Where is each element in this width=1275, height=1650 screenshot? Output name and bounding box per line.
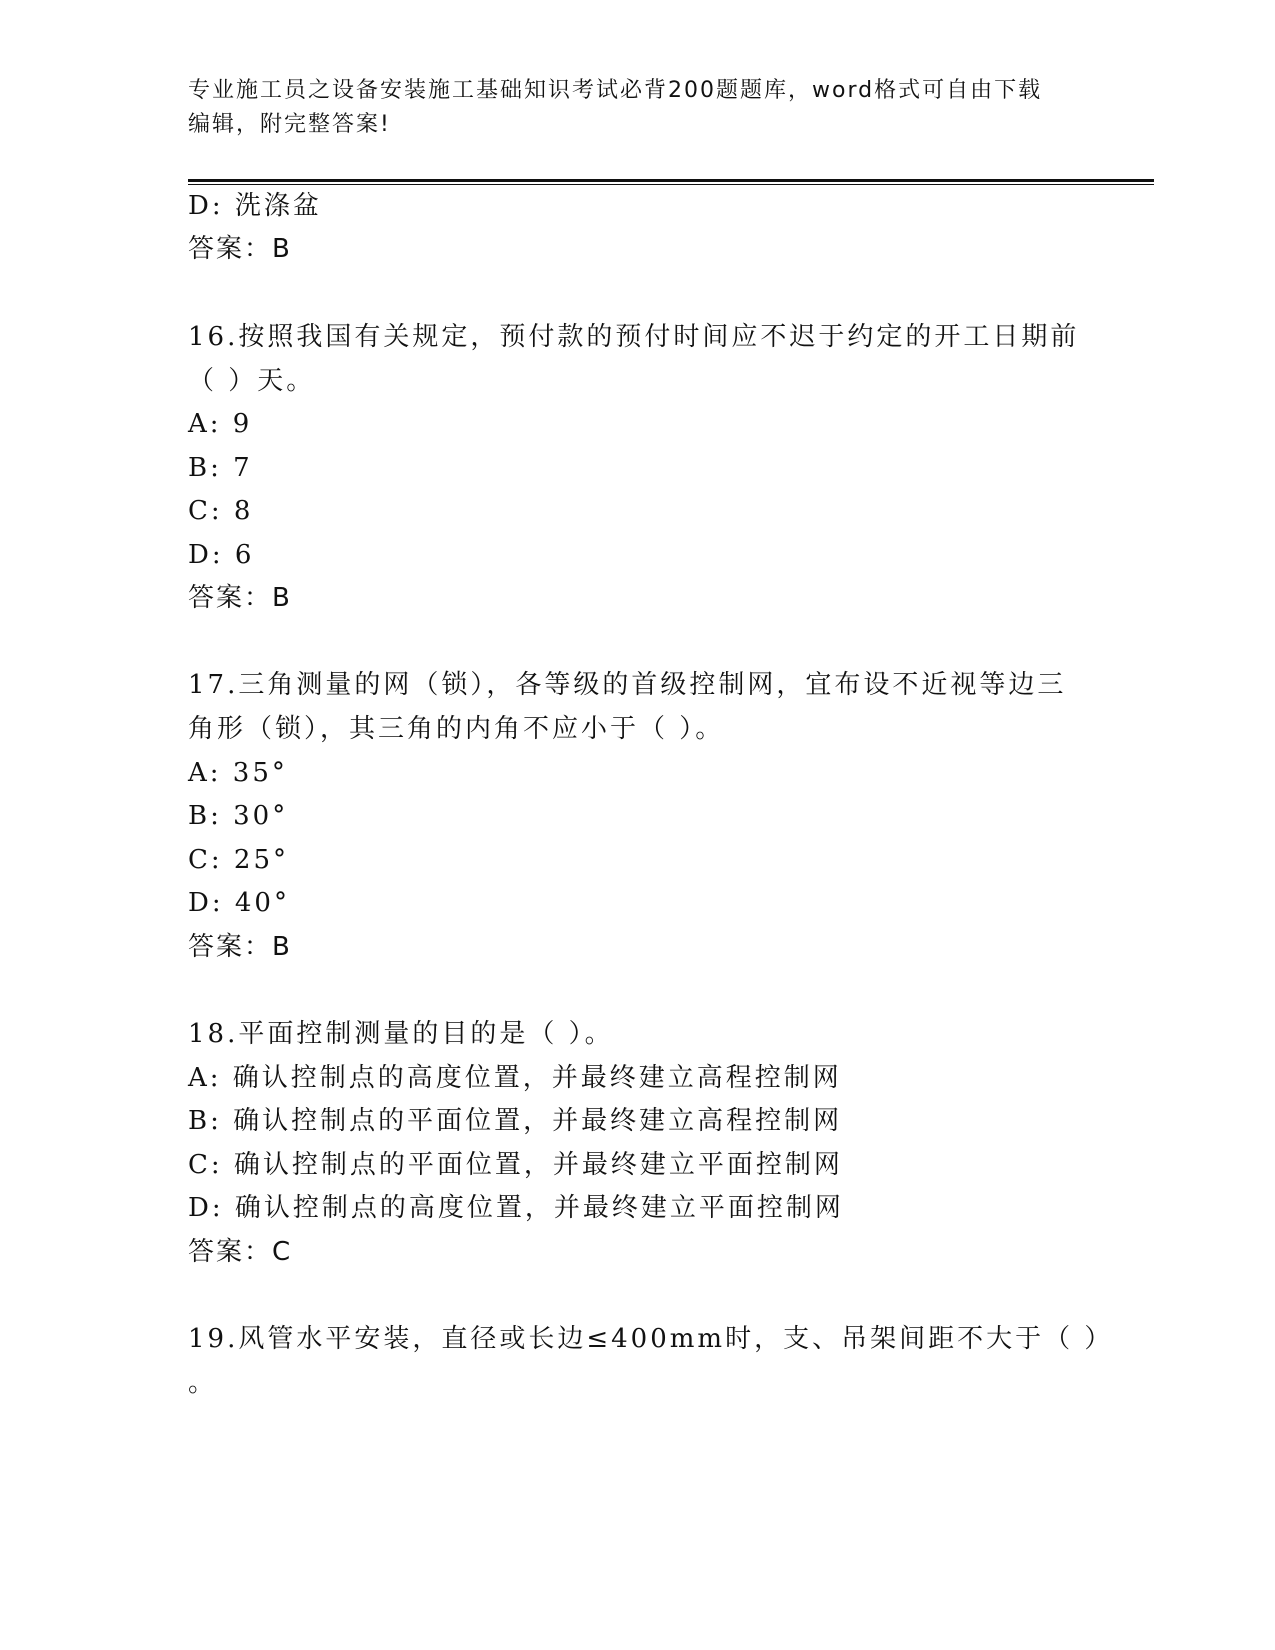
header-title-line-2: 编辑，附完整答案! bbox=[188, 112, 391, 137]
q18-option-c: C: 确认控制点的平面位置，并最终建立平面控制网 bbox=[188, 1150, 843, 1180]
q18-stem: 18.平面控制测量的目的是（ ）。 bbox=[188, 1019, 614, 1049]
document-header bbox=[188, 74, 1088, 142]
q17-answer: 答案：B bbox=[188, 932, 292, 962]
header-divider-thin bbox=[188, 184, 1154, 185]
q17-option-a: A: 35° bbox=[188, 758, 288, 788]
header-title-line-1: 专业施工员之设备安装施工基础知识考试必背200题题库，word格式可自由下载 bbox=[188, 78, 1043, 103]
q18-option-b: B: 确认控制点的平面位置，并最终建立高程控制网 bbox=[188, 1106, 843, 1136]
q15-option-d: D: 洗涤盆 bbox=[188, 191, 322, 221]
q16-answer: 答案：B bbox=[188, 583, 292, 613]
q17-option-d: D: 40° bbox=[188, 888, 290, 918]
q18-answer: 答案：C bbox=[188, 1237, 293, 1267]
q16-option-b: B: 7 bbox=[188, 453, 253, 483]
q19-stem-line-2: 。 bbox=[188, 1368, 218, 1398]
q17-stem-line-1: 17.三角测量的网（锁），各等级的首级控制网，宜布设不近视等边三 bbox=[188, 670, 1067, 700]
q16-option-d: D: 6 bbox=[188, 540, 255, 570]
q16-stem-line-2: （ ）天。 bbox=[188, 366, 316, 396]
q17-option-b: B: 30° bbox=[188, 801, 289, 831]
q16-option-a: A: 9 bbox=[188, 409, 253, 439]
q19-stem-line-1: 19.风管水平安装，直径或长边≤400mm时，支、吊架间距不大于（ ） bbox=[188, 1324, 1114, 1354]
q15-answer: 答案：B bbox=[188, 234, 292, 264]
q16-stem-line-1: 16.按照我国有关规定，预付款的预付时间应不迟于约定的开工日期前 bbox=[188, 322, 1080, 352]
q18-option-d: D: 确认控制点的高度位置，并最终建立平面控制网 bbox=[188, 1193, 844, 1223]
q16-option-c: C: 8 bbox=[188, 496, 254, 526]
header-divider-thick bbox=[188, 179, 1154, 182]
q18-option-a: A: 确认控制点的高度位置，并最终建立高程控制网 bbox=[188, 1063, 842, 1093]
q17-stem-line-2: 角形（锁），其三角的内角不应小于（ ）。 bbox=[188, 714, 725, 744]
q17-option-c: C: 25° bbox=[188, 845, 290, 875]
